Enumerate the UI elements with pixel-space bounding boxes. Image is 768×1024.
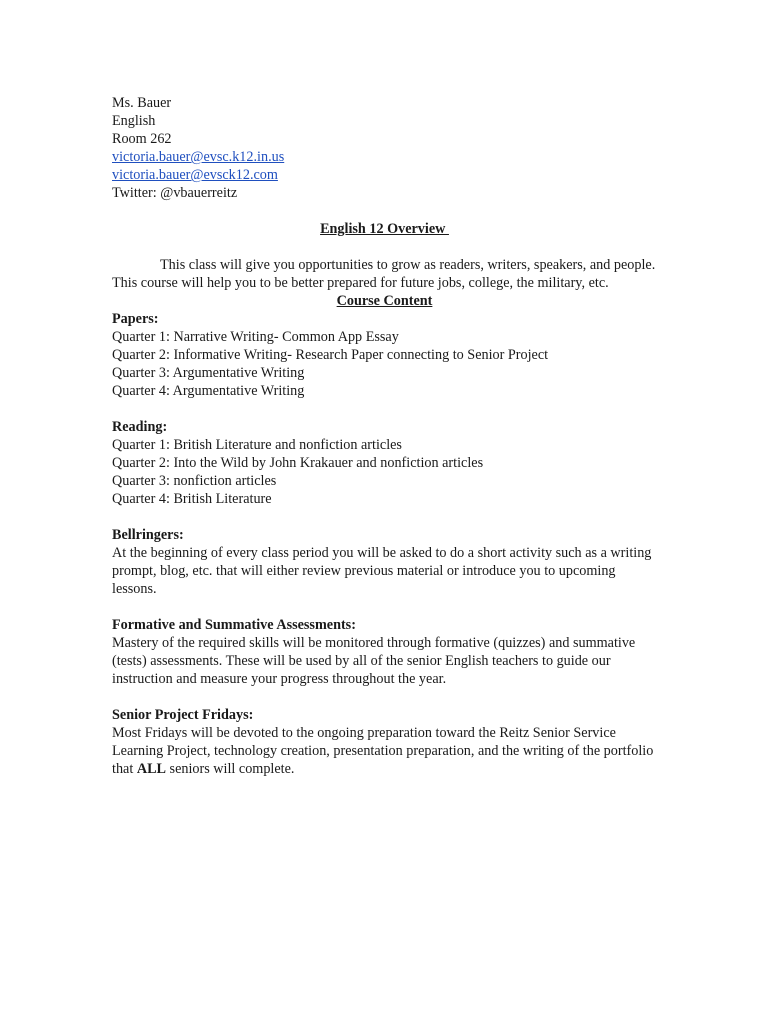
papers-item: Quarter 3: Argumentative Writing bbox=[112, 365, 305, 381]
spacer bbox=[112, 400, 657, 418]
spacer bbox=[112, 238, 657, 256]
intro-paragraph: This class will give you opportunities to grow as readers, writers, speakers, and people. This course will help you to be better prepared for future jobs, college, the military, etc. bbox=[112, 257, 656, 291]
subject: English bbox=[112, 113, 156, 129]
papers-heading: Papers: bbox=[112, 311, 159, 327]
bellringers-heading: Bellringers: bbox=[112, 527, 184, 543]
papers-item: Quarter 4: Argumentative Writing bbox=[112, 383, 305, 399]
course-content-heading: Course Content bbox=[336, 293, 433, 309]
reading-heading: Reading: bbox=[112, 419, 168, 435]
papers-item: Quarter 1: Narrative Writing- Common App Essay bbox=[112, 329, 399, 345]
reading-item: Quarter 4: British Literature bbox=[112, 491, 272, 507]
assessments-text: Mastery of the required skills will be monitored through formative (quizzes) and summative (tests) assessments. These will be used by all of the senior English teachers to guide our instruction and measure your progress throughout the year. bbox=[112, 635, 636, 687]
reading-item: Quarter 2: Into the Wild by John Krakauer and nonfiction articles bbox=[112, 455, 484, 471]
document-title: English 12 Overview bbox=[320, 221, 449, 237]
papers-item: Quarter 2: Informative Writing- Research Paper connecting to Senior Project bbox=[112, 347, 549, 363]
reading-item: Quarter 1: British Literature and nonfiction articles bbox=[112, 437, 402, 453]
teacher-name: Ms. Bauer bbox=[112, 95, 172, 111]
senior-project-emphasis: ALL bbox=[136, 761, 166, 777]
senior-project-text bbox=[112, 724, 657, 778]
spacer bbox=[112, 508, 657, 526]
reading-item: Quarter 3: nonfiction articles bbox=[112, 473, 277, 489]
twitter-handle: Twitter: @vbauerreitz bbox=[112, 185, 238, 201]
spacer bbox=[112, 202, 657, 220]
room-number: Room 262 bbox=[112, 131, 172, 147]
senior-project-heading: Senior Project Fridays: bbox=[112, 707, 254, 723]
email-link-secondary[interactable]: victoria.bauer@evsck12.com bbox=[112, 167, 278, 183]
spacer bbox=[112, 598, 657, 616]
document-body bbox=[112, 94, 657, 778]
spacer bbox=[112, 688, 657, 706]
assessments-heading: Formative and Summative Assessments: bbox=[112, 617, 356, 633]
bellringers-text: At the beginning of every class period you will be asked to do a short activity such as a writing prompt, blog, etc. that will either review previous material or introduce you to upcoming lessons. bbox=[112, 545, 652, 597]
senior-project-text-end: seniors will complete. bbox=[166, 761, 295, 777]
email-link-primary[interactable]: victoria.bauer@evsc.k12.in.us bbox=[112, 149, 285, 165]
senior-project-text-start: Most Fridays will be devoted to the ongoing preparation toward the Reitz Senior Service Learning Project, technology creation, presentation preparation, and the writing of the portfolio that bbox=[112, 725, 654, 777]
